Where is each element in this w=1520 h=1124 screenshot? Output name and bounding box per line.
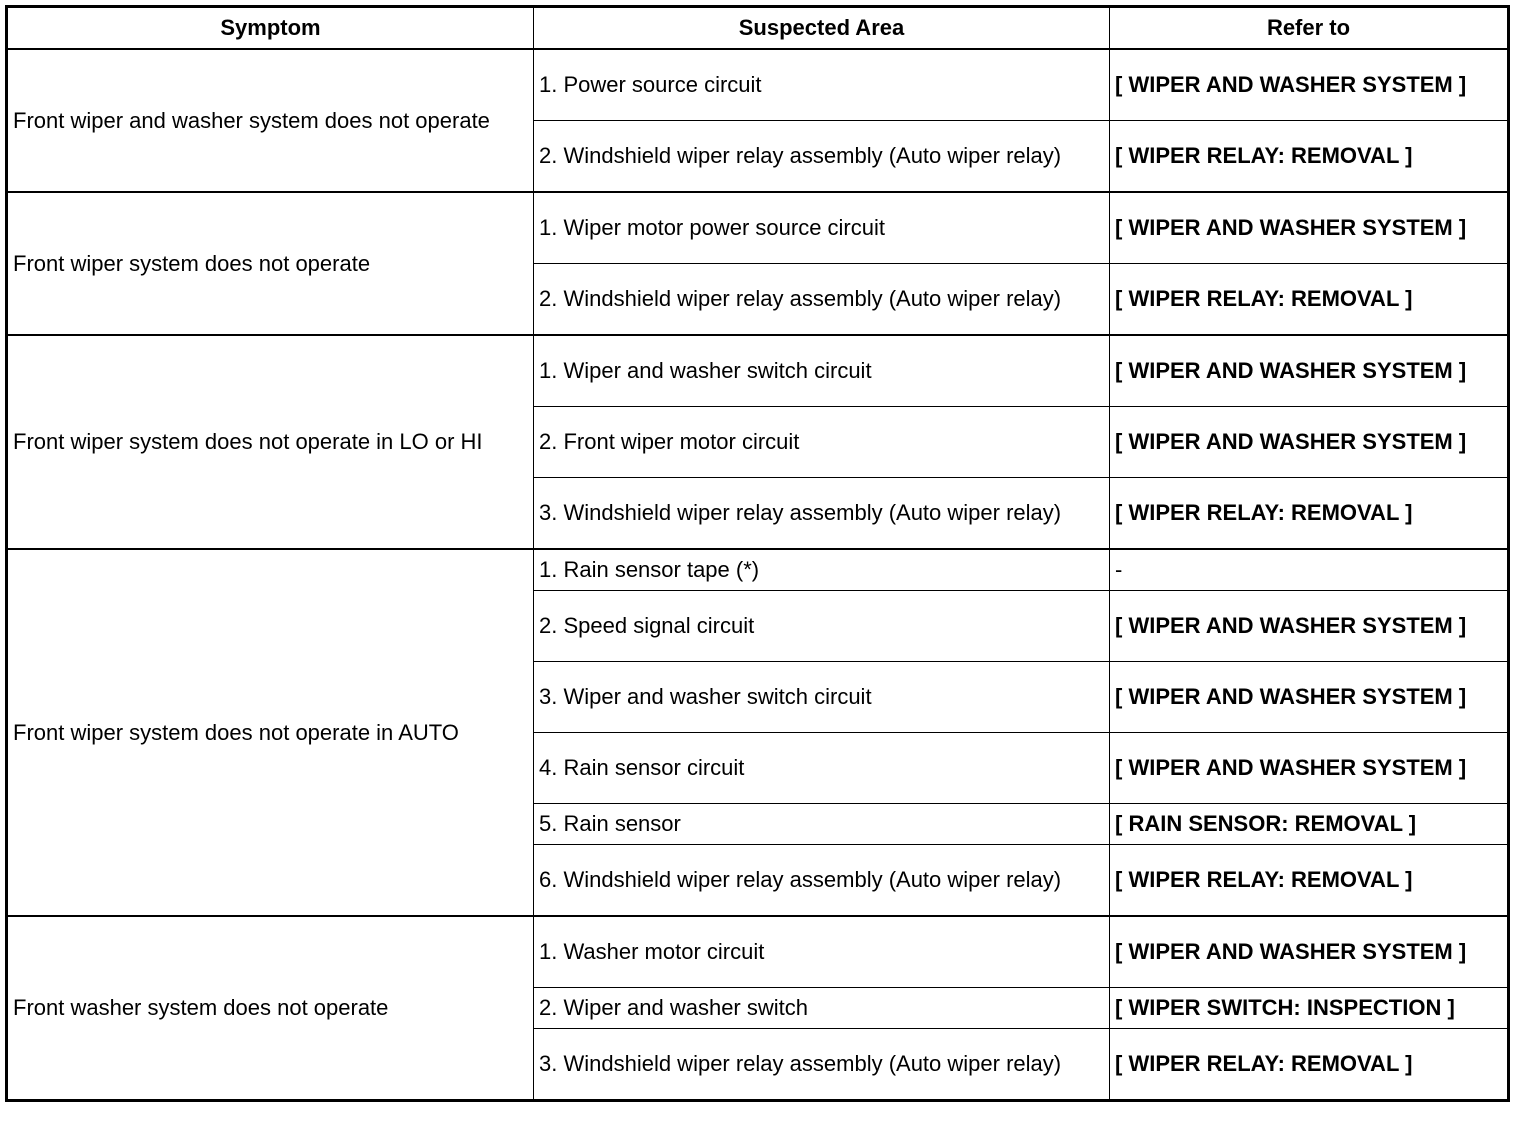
header-suspected-area: Suspected Area	[534, 7, 1110, 50]
header-row	[7, 7, 1509, 50]
table-row	[7, 549, 1509, 591]
header-refer-to: Refer to	[1110, 7, 1509, 50]
suspected-area-cell: 2. Front wiper motor circuit	[534, 407, 1110, 478]
refer-to-link[interactable]: [ WIPER AND WASHER SYSTEM ]	[1110, 49, 1509, 121]
suspected-area-cell: 2. Speed signal circuit	[534, 591, 1110, 662]
refer-to-link[interactable]: [ WIPER RELAY: REMOVAL ]	[1110, 1029, 1509, 1101]
refer-to-link[interactable]: [ WIPER RELAY: REMOVAL ]	[1110, 478, 1509, 550]
suspected-area-cell: 4. Rain sensor circuit	[534, 733, 1110, 804]
header-symptom: Symptom	[7, 7, 534, 50]
troubleshooting-table	[5, 5, 1510, 1102]
refer-to-link[interactable]: [ WIPER AND WASHER SYSTEM ]	[1110, 407, 1509, 478]
suspected-area-cell: 2. Windshield wiper relay assembly (Auto wiper relay)	[534, 264, 1110, 336]
refer-to-link[interactable]: [ WIPER RELAY: REMOVAL ]	[1110, 845, 1509, 917]
refer-to-link[interactable]: [ WIPER AND WASHER SYSTEM ]	[1110, 662, 1509, 733]
suspected-area-cell: 3. Windshield wiper relay assembly (Auto wiper relay)	[534, 1029, 1110, 1101]
refer-to-link[interactable]: [ WIPER AND WASHER SYSTEM ]	[1110, 733, 1509, 804]
suspected-area-cell: 1. Rain sensor tape (*)	[534, 549, 1110, 591]
symptom-cell: Front wiper system does not operate in LO or HI	[7, 335, 534, 549]
symptom-cell: Front wiper system does not operate	[7, 192, 534, 335]
suspected-area-cell: 1. Wiper and washer switch circuit	[534, 335, 1110, 407]
table-row	[7, 916, 1509, 988]
refer-to-link[interactable]: [ WIPER AND WASHER SYSTEM ]	[1110, 335, 1509, 407]
suspected-area-cell: 5. Rain sensor	[534, 804, 1110, 845]
symptom-cell: Front wiper and washer system does not operate	[7, 49, 534, 192]
suspected-area-cell: 1. Wiper motor power source circuit	[534, 192, 1110, 264]
table-row	[7, 49, 1509, 121]
suspected-area-cell: 3. Wiper and washer switch circuit	[534, 662, 1110, 733]
troubleshooting-table-container	[5, 5, 1510, 1102]
table-row	[7, 335, 1509, 407]
suspected-area-cell: 1. Power source circuit	[534, 49, 1110, 121]
refer-to-link[interactable]: [ WIPER SWITCH: INSPECTION ]	[1110, 988, 1509, 1029]
refer-to-link[interactable]: [ RAIN SENSOR: REMOVAL ]	[1110, 804, 1509, 845]
refer-to-link[interactable]: [ WIPER AND WASHER SYSTEM ]	[1110, 916, 1509, 988]
suspected-area-cell: 2. Windshield wiper relay assembly (Auto wiper relay)	[534, 121, 1110, 193]
table-row	[7, 192, 1509, 264]
refer-to-link[interactable]: [ WIPER RELAY: REMOVAL ]	[1110, 121, 1509, 193]
suspected-area-cell: 3. Windshield wiper relay assembly (Auto wiper relay)	[534, 478, 1110, 550]
suspected-area-cell: 2. Wiper and washer switch	[534, 988, 1110, 1029]
symptom-cell: Front washer system does not operate	[7, 916, 534, 1101]
refer-to-cell: -	[1110, 549, 1509, 591]
refer-to-link[interactable]: [ WIPER RELAY: REMOVAL ]	[1110, 264, 1509, 336]
suspected-area-cell: 1. Washer motor circuit	[534, 916, 1110, 988]
symptom-cell: Front wiper system does not operate in AUTO	[7, 549, 534, 916]
refer-to-link[interactable]: [ WIPER AND WASHER SYSTEM ]	[1110, 591, 1509, 662]
suspected-area-cell: 6. Windshield wiper relay assembly (Auto wiper relay)	[534, 845, 1110, 917]
refer-to-link[interactable]: [ WIPER AND WASHER SYSTEM ]	[1110, 192, 1509, 264]
